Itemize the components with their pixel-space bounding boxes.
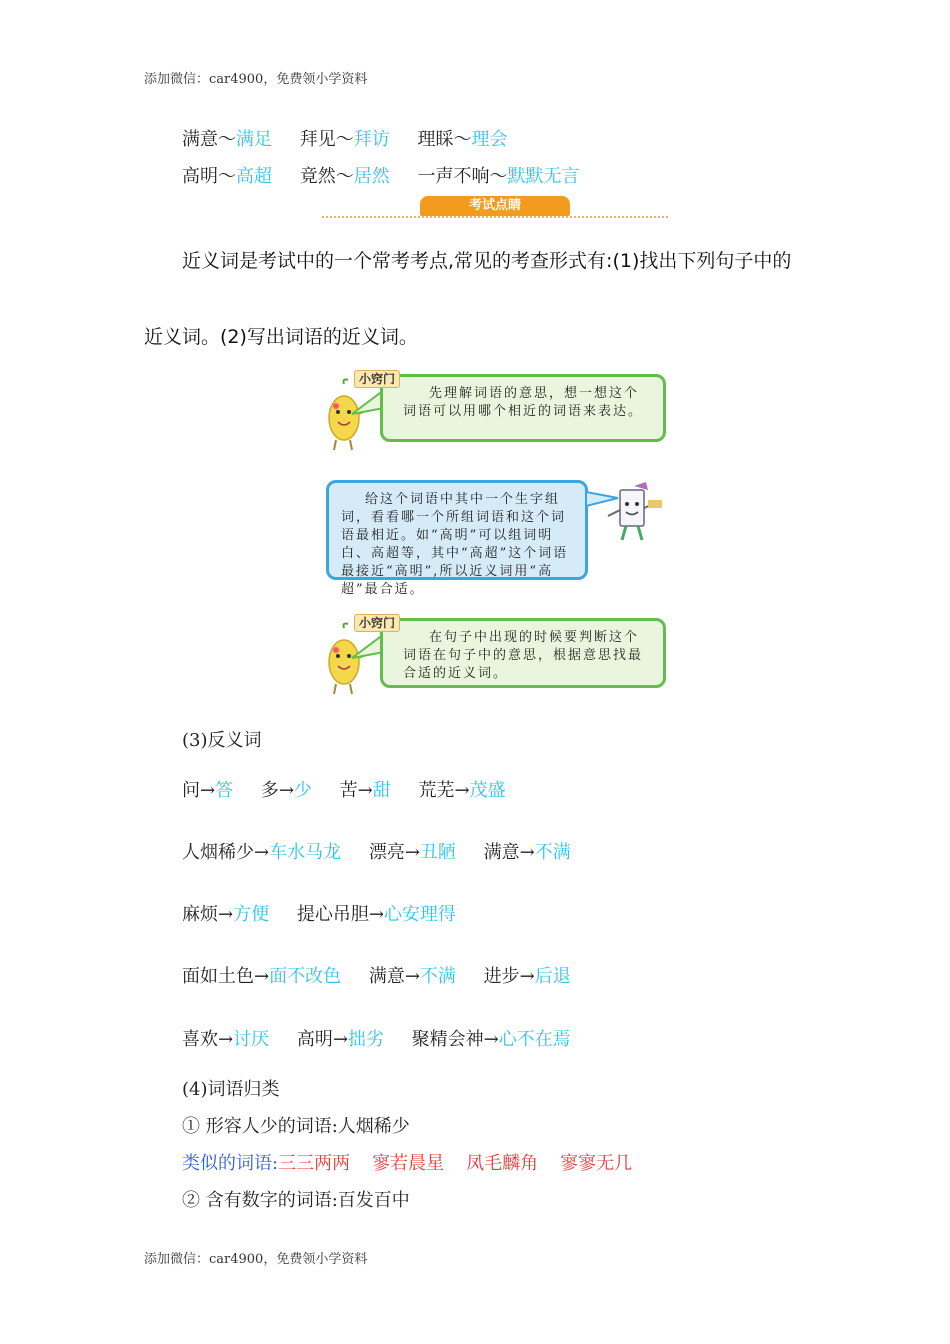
synonym-row-2 xyxy=(182,162,579,188)
text-segment: → xyxy=(404,966,420,987)
synonym-word: 拜见 xyxy=(299,129,336,150)
text-segment: 满意 xyxy=(368,966,405,987)
antonym-row-4 xyxy=(182,962,571,988)
antonym-row-5 xyxy=(182,1025,571,1051)
exam-badge: 考试点睛 xyxy=(420,196,570,216)
text-segment: 丑陋 xyxy=(419,842,456,863)
synonym-word: 理睬 xyxy=(417,129,454,150)
text-segment: 提心吊胆 xyxy=(296,904,369,925)
text-segment: → xyxy=(454,780,470,801)
text-segment: 问 xyxy=(182,780,200,801)
dotted-divider xyxy=(322,216,668,218)
text-segment: 拙劣 xyxy=(347,1029,384,1050)
footer-text: 添加微信：car4900，免费领小学资料 xyxy=(144,1252,368,1267)
text-segment: 人烟稀少 xyxy=(182,842,254,863)
synonym-sep: ～ xyxy=(335,166,354,187)
text-segment: 面如土色 xyxy=(182,966,254,987)
tip-box-2 xyxy=(326,480,588,597)
text-segment: 进步 xyxy=(483,966,520,987)
text-segment: 高明 xyxy=(296,1029,333,1050)
text-segment: → xyxy=(368,904,384,925)
similar-word: 寥若晨星 xyxy=(372,1153,445,1174)
text-segment: 喜欢 xyxy=(182,1029,218,1050)
header-text: 添加微信：car4900，免费领小学资料 xyxy=(144,72,368,87)
exam-paragraph-line-1: 近义词是考试中的一个常考考点,常见的考查形式有:(1)找出下列句子中的 xyxy=(182,250,792,272)
text-segment: 答 xyxy=(215,780,234,801)
text-segment: → xyxy=(404,842,420,863)
text-segment: 漂亮 xyxy=(368,842,405,863)
tip-2-text: 给这个词语中其中一个生字组词，看看哪一个所组词语和这个词语最相近。如“高明”可以组词明白、高超等，其中“高超”这个词语最接近“高明”,所以近义词用“高超”最合适。 xyxy=(341,492,569,597)
similar-words-row xyxy=(182,1149,632,1175)
synonym-row-1 xyxy=(182,125,507,151)
classify-item-1: ① 形容人少的词语:人烟稀少 xyxy=(182,1116,410,1137)
synonym-answer: 高超 xyxy=(236,166,272,187)
antonym-row-3 xyxy=(182,900,456,926)
antonym-row-2 xyxy=(182,838,571,864)
text-segment: → xyxy=(483,1029,499,1050)
text-segment: → xyxy=(218,1029,234,1050)
text-segment: → xyxy=(254,842,270,863)
synonym-answer: 拜访 xyxy=(353,129,390,150)
text-segment: → xyxy=(200,780,216,801)
similar-word: 凤毛麟角 xyxy=(466,1153,539,1174)
synonym-word: 竟然 xyxy=(299,166,336,187)
synonym-word: 高明 xyxy=(182,166,218,187)
text-segment: → xyxy=(218,904,234,925)
classify-heading: (4)词语归类 xyxy=(182,1079,280,1100)
text-segment: 满意 xyxy=(483,842,520,863)
synonym-sep: ～ xyxy=(218,129,236,150)
text-segment: 车水马龙 xyxy=(269,842,342,863)
exam-paragraph-line-2: 近义词。(2)写出词语的近义词。 xyxy=(144,326,418,348)
text-segment: 面不改色 xyxy=(269,966,342,987)
text-segment: 苦 xyxy=(339,780,358,801)
synonym-word: 满意 xyxy=(182,129,218,150)
tip-1-label: 小窍门 xyxy=(354,370,400,388)
text-segment: → xyxy=(357,780,373,801)
tip-box-1 xyxy=(380,374,666,442)
synonym-word: 一声不响 xyxy=(417,166,490,187)
text-segment: 甜 xyxy=(372,780,391,801)
text-segment: 心不在焉 xyxy=(498,1029,571,1050)
tip-3-label: 小窍门 xyxy=(354,614,400,632)
text-segment: 心安理得 xyxy=(383,904,456,925)
text-segment: → xyxy=(254,966,270,987)
similar-word: 寥寥无几 xyxy=(560,1153,633,1174)
text-segment: 聚精会神 xyxy=(411,1029,484,1050)
antonyms-heading: (3)反义词 xyxy=(182,730,262,751)
text-segment: 荒芜 xyxy=(418,780,455,801)
text-segment: → xyxy=(278,780,294,801)
text-segment: 不满 xyxy=(419,966,456,987)
exam-badge-wrap xyxy=(322,196,668,220)
text-segment: 茂盛 xyxy=(469,780,506,801)
classify-item-2: ② 含有数字的词语:百发百中 xyxy=(182,1190,410,1211)
text-segment: 多 xyxy=(260,780,279,801)
text-segment: 少 xyxy=(293,780,312,801)
synonym-answer: 居然 xyxy=(353,166,390,187)
synonym-answer: 满足 xyxy=(236,129,272,150)
synonym-sep: ～ xyxy=(489,166,508,187)
text-segment: 麻烦 xyxy=(182,904,218,925)
text-segment: 方便 xyxy=(233,904,270,925)
text-segment: → xyxy=(519,966,535,987)
text-segment: 不满 xyxy=(534,842,571,863)
synonym-sep: ～ xyxy=(218,166,236,187)
synonym-answer: 默默无言 xyxy=(507,166,580,187)
similar-word: 三三两两 xyxy=(278,1153,351,1174)
book-mascot-icon xyxy=(604,482,664,548)
synonym-answer: 理会 xyxy=(471,129,508,150)
synonym-sep: ～ xyxy=(335,129,354,150)
tip-box-3 xyxy=(380,618,666,688)
antonym-row-1 xyxy=(182,776,506,802)
synonym-sep: ～ xyxy=(453,129,472,150)
text-segment: → xyxy=(332,1029,348,1050)
similar-label: 类似的词语: xyxy=(182,1153,279,1174)
tip-1-text: 先理解词语的意思，想一想这个词语可以用哪个相近的词语来表达。 xyxy=(403,386,644,419)
text-segment: → xyxy=(519,842,535,863)
text-segment: 讨厌 xyxy=(233,1029,270,1050)
text-segment: 后退 xyxy=(534,966,571,987)
tip-3-text: 在句子中出现的时候要判断这个词语在句子中的意思，根据意思找最合适的近义词。 xyxy=(403,630,644,681)
